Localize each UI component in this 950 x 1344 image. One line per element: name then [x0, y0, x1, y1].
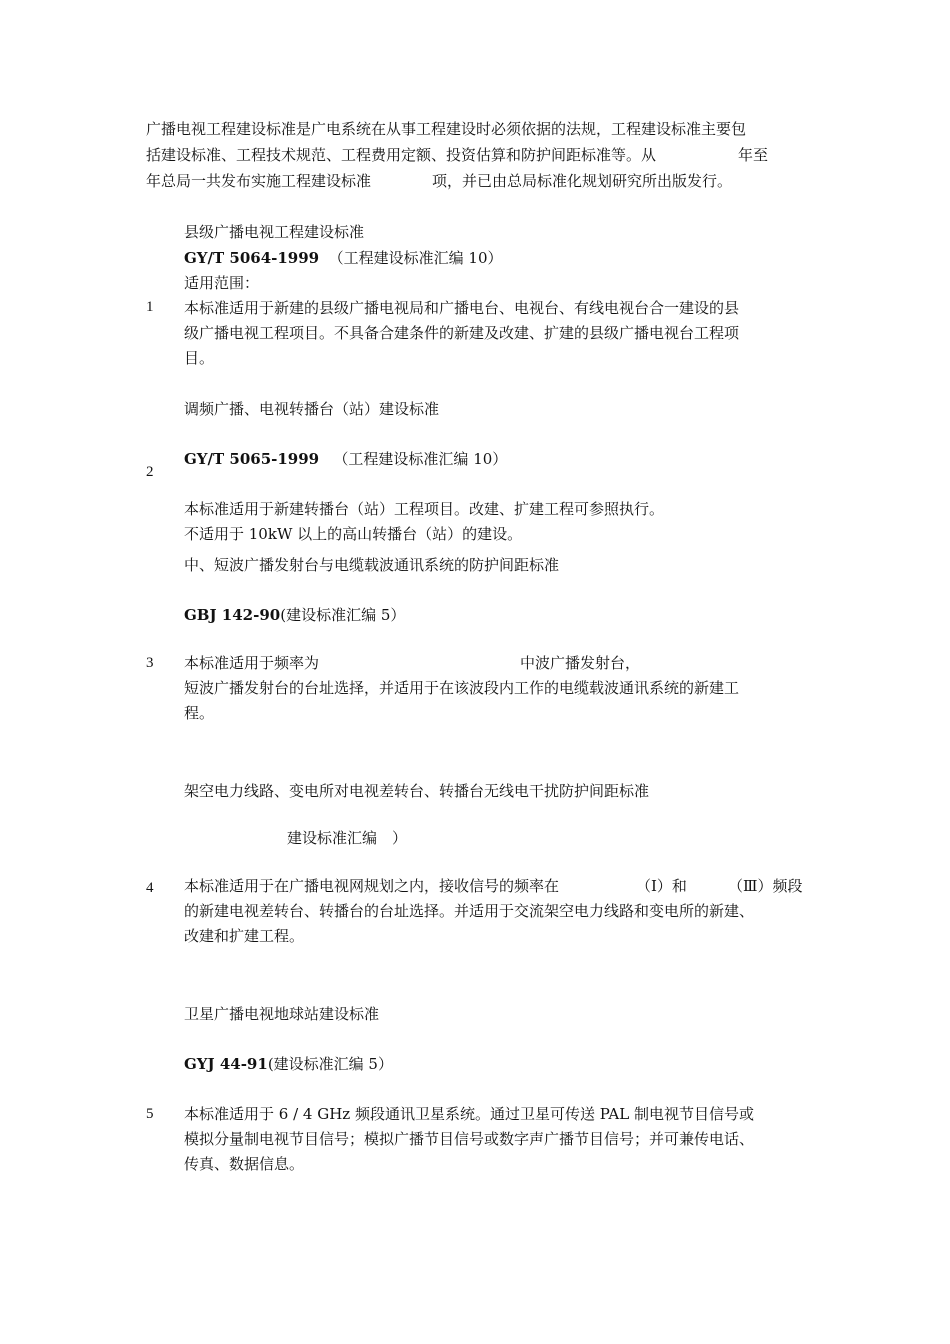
entry-5-title: 卫星广播电视地球站建设标准	[184, 1005, 380, 1023]
entry-1-desc-3: 目。	[184, 349, 215, 367]
entry-4-title: 架空电力线路、变电所对电视差转台、转播台无线电干扰防护间距标准	[184, 782, 650, 800]
entry-3-code: GBJ 142-90	[184, 606, 281, 624]
entry-4-desc-a: 本标准适用于在广播电视网规划之内，接收信号的频率在	[184, 877, 560, 895]
entry-3-desc-2: 程。	[184, 704, 215, 722]
entry-1-number: 1	[146, 299, 154, 315]
entry-1-code: GY/T 5064-1999	[184, 249, 320, 267]
entry-5-code-line	[184, 1052, 393, 1076]
entry-5-code: GYJ 44-91	[184, 1055, 268, 1073]
intro-line-2-end: 年至	[738, 146, 769, 164]
entry-2-desc-1: 本标准适用于新建转播台（站）工程项目。改建、扩建工程可参照执行。	[184, 500, 665, 518]
entry-2-compilation: （工程建设标准汇编 10）	[333, 450, 508, 468]
entry-3-compilation: (建设标准汇编 5）	[280, 606, 406, 624]
entry-1-code-line	[184, 246, 503, 270]
entry-5-desc-2: 模拟分量制电视节目信号；模拟广播节目信号或数字声广播节目信号；并可兼传电话、	[184, 1130, 755, 1148]
entry-5-compilation: (建设标准汇编 5）	[267, 1055, 393, 1073]
entry-1-compilation: （工程建设标准汇编 10）	[328, 249, 503, 267]
entry-4-desc-2: 改建和扩建工程。	[184, 927, 305, 945]
entry-3-desc-a: 本标准适用于频率为	[184, 654, 320, 672]
intro-line-1: 广播电视工程建设标准是广电系统在从事工程建设时必须依据的法规，工程建设标准主要包	[146, 120, 747, 138]
intro-line-2: 括建设标准、工程技术规范、工程费用定额、投资估算和防护间距标准等。从	[146, 146, 657, 164]
intro-line-3: 年总局一共发布实施工程建设标准	[146, 172, 372, 190]
entry-3-desc-1: 短波广播发射台的台址选择，并适用于在该波段内工作的电缆载波通讯系统的新建工	[184, 679, 740, 697]
entry-1-title: 县级广播电视工程建设标准	[184, 223, 365, 241]
entry-4-desc-1: 的新建电视差转台、转播台的台址选择。并适用于交流架空电力线路和变电所的新建、	[184, 902, 755, 920]
entry-2-desc-2: 不适用于 10kW 以上的高山转播台（站）的建设。	[184, 525, 523, 543]
entry-2-title: 调频广播、电视转播台（站）建设标准	[184, 400, 440, 418]
entry-1-desc-2: 级广播电视工程项目。不具备合建条件的新建及改建、扩建的县级广播电视台工程项	[184, 324, 740, 342]
entry-2-code: GY/T 5065-1999	[184, 450, 320, 468]
entry-5-number: 5	[146, 1106, 154, 1122]
entry-4-desc-c: （Ⅲ）频段	[728, 877, 803, 895]
entry-2-number: 2	[146, 464, 154, 480]
entry-5-desc-1: 本标准适用于 6 / 4 GHz 频段通讯卫星系统。通过卫星可传送 PAL 制电视节目信号或	[184, 1105, 754, 1123]
entry-3-number: 3	[146, 655, 154, 671]
entry-2-code-line	[184, 447, 507, 471]
entry-1-desc-1: 本标准适用于新建的县级广播电视局和广播电台、电视台、有线电视台合一建设的县	[184, 299, 740, 317]
entry-5-desc-3: 传真、数据信息。	[184, 1155, 305, 1173]
entry-4-number: 4	[146, 880, 154, 896]
intro-line-3-end: 项，并已由总局标准化规划研究所出版发行。	[432, 172, 733, 190]
entry-4-desc-b: （Ⅰ）和	[636, 877, 687, 895]
entry-3-title: 中、短波广播发射台与电缆载波通讯系统的防护间距标准	[184, 556, 560, 574]
entry-4-compilation: 建设标准汇编 ）	[287, 829, 408, 847]
entry-3-code-line	[184, 603, 405, 627]
entry-3-desc-b: 中波广播发射台，	[520, 654, 641, 672]
entry-1-scope-label: 适用范围：	[184, 274, 260, 292]
